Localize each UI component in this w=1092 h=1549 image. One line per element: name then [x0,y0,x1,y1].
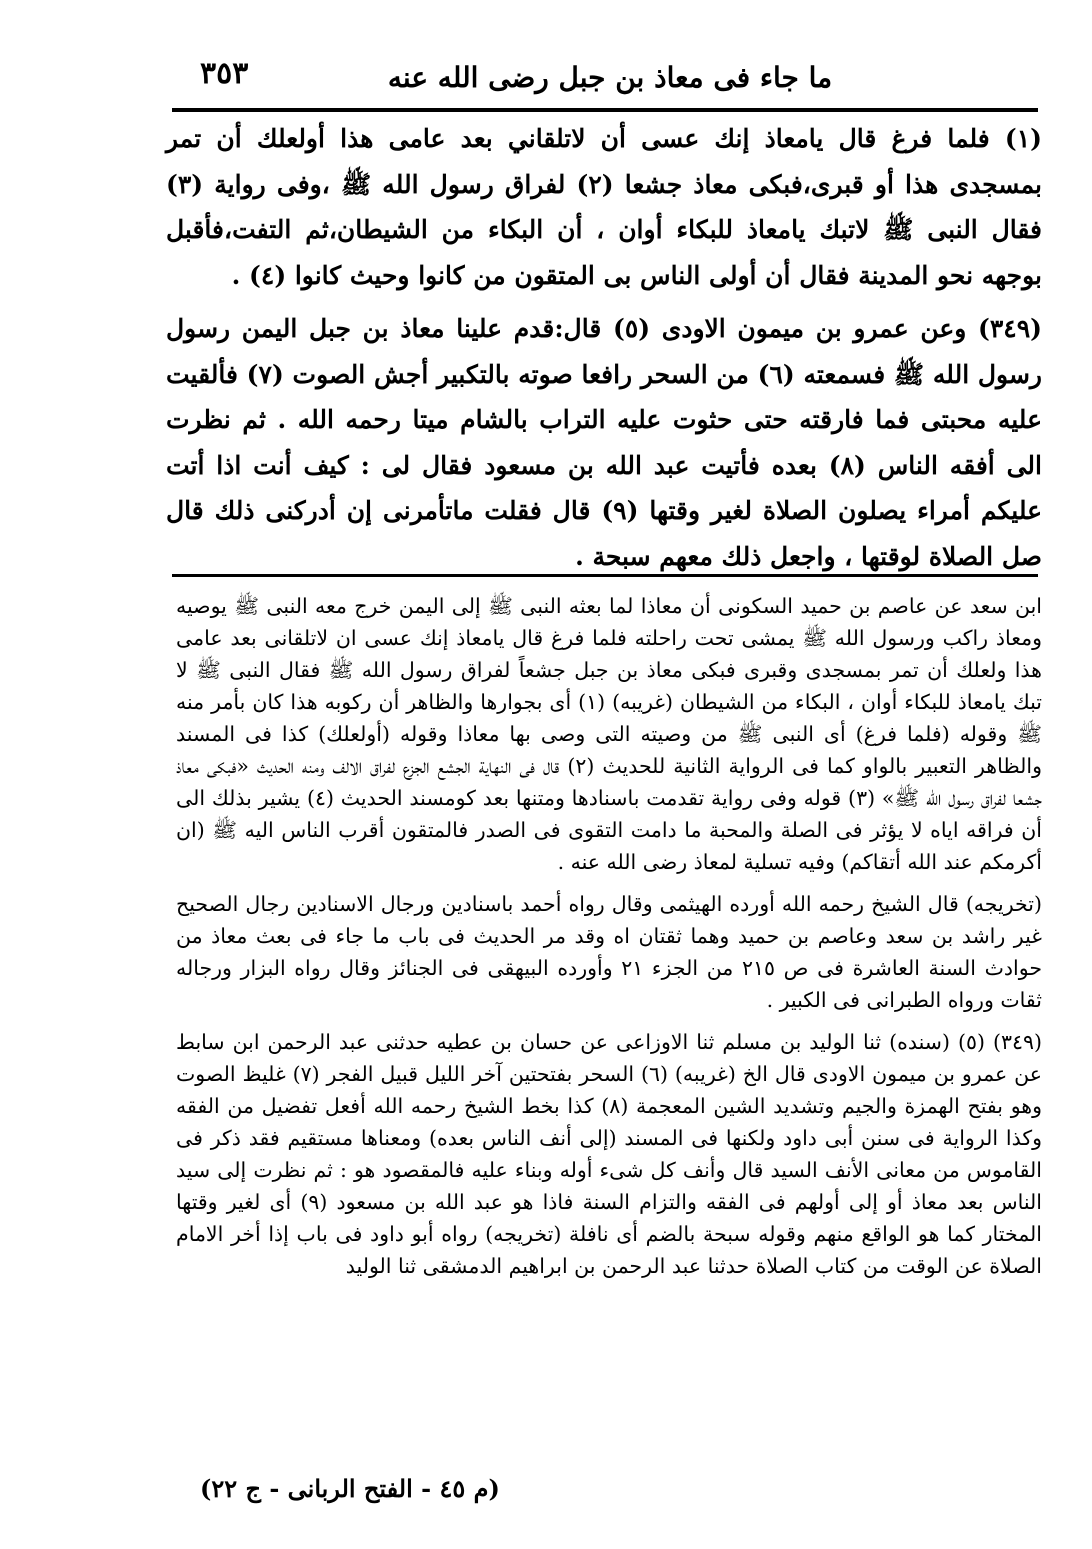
note-paragraph-3: (٣٤٩) (٥) (سنده) ثنا الوليد بن مسلم ثنا الاوزاعى عن حسان بن عطيه حدثنى عبد الرحمن ابن سابط عن عمرو بن ميمون الاودى قال الخ (غريبه) (٦) السحر بفتحتين آخر الليل قبيل الفجر (٧) غليظ الصوت وهو بفتح الهمزة والجيم وتشديد الشين المعجمة (٨) كذا بخط الشيخ رحمه الله أفعل تفضيل من الفقه وكذا الرواية فى سنن أبى داود ولكنها فى المسند (إلى أنف الناس بعده) ومعناها مستقيم فقد ذكر فى القاموس من معانى الأنف السيد قال وأنف كل شىء أوله وبناء عليه فالمقصود هو : ثم نظرت إلى سيد الناس بعد معاذ أو إلى أولهم فى الفقه والتزام السنة فاذا هو عبد الله بن مسعود (٩) أى لغير وقتها المختار كما هو الواقع منهم وقوله سبحة بالضم أى نافلة (تخريجه) رواه أبو داود فى باب إذا أخر الامام الصلاة عن الوقت من كتاب الصلاة حدثنا عبد الرحمن بن ابراهيم الدمشقى ثنا الوليد [176,1030,1043,1278]
main-paragraph-1: (١) فلما فرغ قال يامعاذ إنك عسى أن لاتلقاني بعد عامى هذا أولعلك أن تمر بمسجدى هذا أو قبرى،فبكى معاذ جشعا (٢) لفراق رسول الله ﷺ ،وفى رواية (٣) فقال النبى ﷺ لاتبك يامعاذ للبكاء أوان ، أن البكاء من الشيطان،ثم التفت،فأقبل بوجهه نحو المدينة فقال أن أولى الناس بى المتقون من كانوا وحيث كانوا (٤) . [166,124,1042,290]
page-header [170,52,1050,102]
main-paragraph-2: (٣٤٩) وعن عمرو بن ميمون الاودى (٥) قال:قدم علينا معاذ بن جبل اليمن رسول رسول الله ﷺ فسمعته (٦) من السحر رافعا صوته بالتكبير أجش الصوت (٧) فألقيت عليه محبتى فما فارقته حتى حثوت عليه التراب بالشام ميتا رحمه الله . ثم نظرت الى أفقه الناس (٨) بعده فأتيت عبد الله بن مسعود فقال لى : كيف أنت اذا أتت عليكم أمراء يصلون الصلاة لغير وقتها (٩) قال فقلت ماتأمرنى إن أدركنى ذلك قال صل الصلاة لوقتها ، واجعل ذلك معهم سبحة . [166,314,1043,571]
note-paragraph-1: ابن سعد عن عاصم بن حميد السكونى أن معاذا لما بعثه النبى ﷺ إلى اليمن خرج معه النبى ﷺ يوصيه ومعاذ راكب ورسول الله ﷺ يمشى تحت راحلته فلما فرغ قال يامعاذ إنك عسى ان لاتلقانى بعد عامى هذا ولعلك أن تمر بمسجدى وقبرى فبكى معاذ بن جبل جشعاً لفراق رسول الله ﷺ فقال النبى ﷺ لا تبك يامعاذ للبكاء أوان ، البكاء من الشيطان (غريبه) (١) أى بجوارها والظاهر أن ركوبه هذا كان بأمر منه ﷺ وقوله (فلما فرغ) أى النبى ﷺ من وصيته التى وصى بها معاذا وقوله (أولعلك) كذا فى المسند والظاهر التعبير بالواو كما فى الرواية الثانية للحديث (٢) قال فى النهاية الجشع الجزع لفراق الالف ومنه الحديث «فبكى معاذ جشعا لفراق رسول الله ﷺ» (٣) قوله وفى رواية تقدمت باسنادها ومتنها بعد كومسند الحديث (٤) يشير بذلك الى أن فراقه اياه لا يؤثر فى الصلة والمحبة ما دامت التقوى فى الصدر فالمتقون أقرب الناس اليه ﷺ (ان أكرمكم عند الله أتقاكم) وفيه تسلية لمعاذ رضى الله عنه . [176,594,1042,874]
note-paragraph-2: (تخريجه) قال الشيخ رحمه الله أورده الهيثمى وقال رواه أحمد باسنادين ورجال الاسنادين رجال الصحيح غير راشد بن سعد وعاصم بن حميد وهما ثقتان اه وقد مر الحديث فى باب ما جاء فى بعث معاذ من حوادث السنة العاشرة فى ص ٢١٥ من الجزء ٢١ وأورده البيهقى فى الجنائز وقال رواه البزار ورجاله ثقات ورواه الطبرانى فى الكبير . [176,892,1042,1012]
header-rule [172,108,1038,112]
page-signature: (م ٤٥ - الفتح الربانى - ج ٢٢) [200,1474,500,1503]
page-title: ما جاء فى معاذ بن جبل رضى الله عنه [387,60,833,94]
notes-divider [172,574,1038,577]
main-text-block [166,116,1042,579]
page-number: ٣٥٣ [200,56,249,91]
footnotes-block [176,590,1042,1282]
